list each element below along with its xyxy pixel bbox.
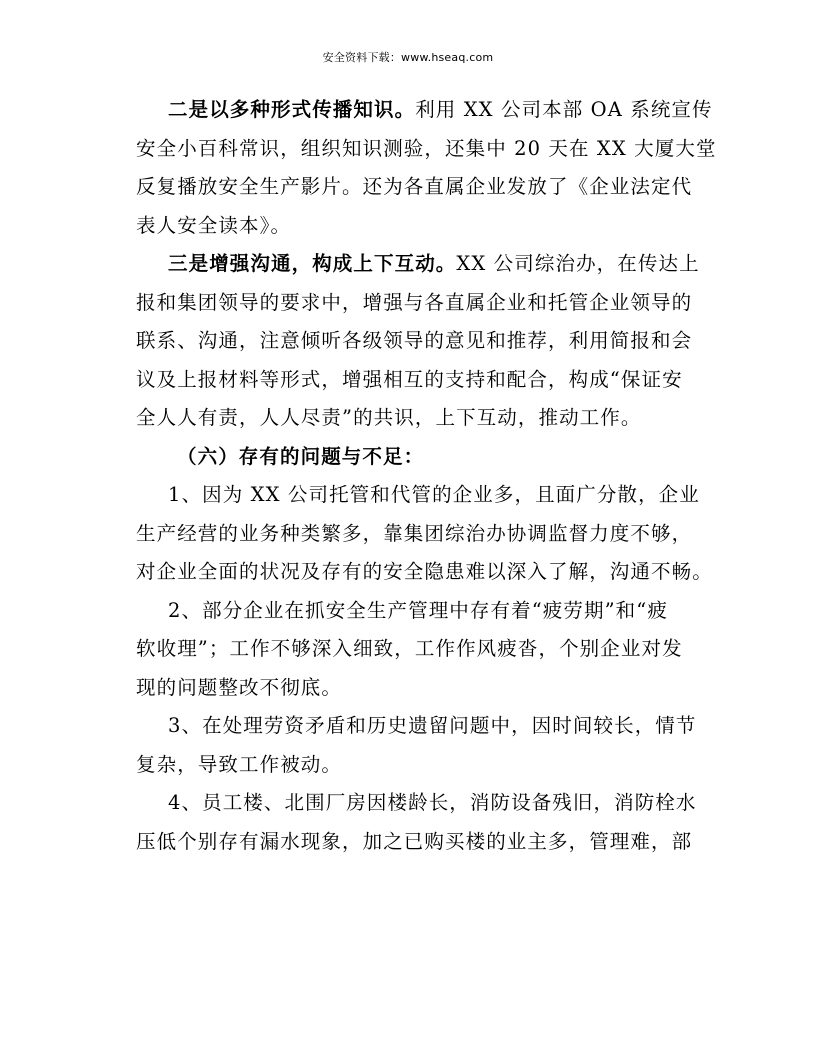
paragraph-lead: 二是以多种形式传播知识。 [168,98,416,121]
text-line: 反复播放安全生产影片。还为各直属企业发放了《企业法定代 [136,175,693,198]
text-line: 1、因为 XX 公司托管和代管的企业多，且面广分散，企业 [168,483,700,506]
text-line: 全人人有责，人人尽责”的共识，上下互动，推动工作。 [136,406,642,429]
text-line: XX 公司综治办，在传达上 [456,252,700,275]
text-line: 利用 XX 公司本部 OA 系统宣传 [415,98,713,121]
paragraph-communication [136,245,700,438]
issue-item-1 [136,476,713,592]
issue-item-3 [136,707,696,784]
text-line: 复杂，导致工作被动。 [136,752,343,776]
text-line: 2、部分企业在抓安全生产管理中存有着“疲劳期”和“疲 [168,598,668,622]
text-line: 4、员工楼、北围厂房因楼龄长，消防设备残旧，消防栓水 [168,791,697,814]
text-line: 联系、沟通，注意倾听各级领导的意见和推荐，利用简报和会 [136,329,693,352]
text-line: 表人安全读本》。 [136,213,292,237]
paragraph-lead: 三是增强沟通，构成上下互动。 [168,252,457,275]
text-line: 现的问题整改不彻底。 [136,675,343,699]
text-line: 生产经营的业务种类繁多，靠集团综治办协调监督力度不够， [136,521,693,545]
page-header: 安全资料下载：www.hseaq.com [322,51,494,64]
issue-item-4 [136,784,696,861]
text-line: 压低个别存有漏水现象，加之已购买楼的业主多，管理难，部 [136,829,693,853]
text-line: 安全小百科常识，组织知识测验，还集中 20 天在 XX 大厦大堂 [136,136,717,160]
issue-item-2 [136,592,696,708]
section-heading-text: （六）存有的问题与不足： [177,444,425,468]
document-body [136,91,717,861]
text-line: 议及上报材料等形式，增强相互的支持和配合，构成“保证安 [136,367,683,391]
text-line: 3、在处理劳资矛盾和历史遗留问题中，因时间较长，情节 [168,714,697,737]
section-heading [136,438,696,477]
paragraph-knowledge [136,91,717,245]
text-line: 软收理”；工作不够深入细致，工作作风疲沓，个别企业对发 [136,637,683,660]
text-line: 对企业全面的状况及存有的安全隐患难以深入了解，沟通不畅。 [136,560,713,583]
text-line: 报和集团领导的要求中，增强与各直属企业和托管企业领导的 [136,290,693,314]
